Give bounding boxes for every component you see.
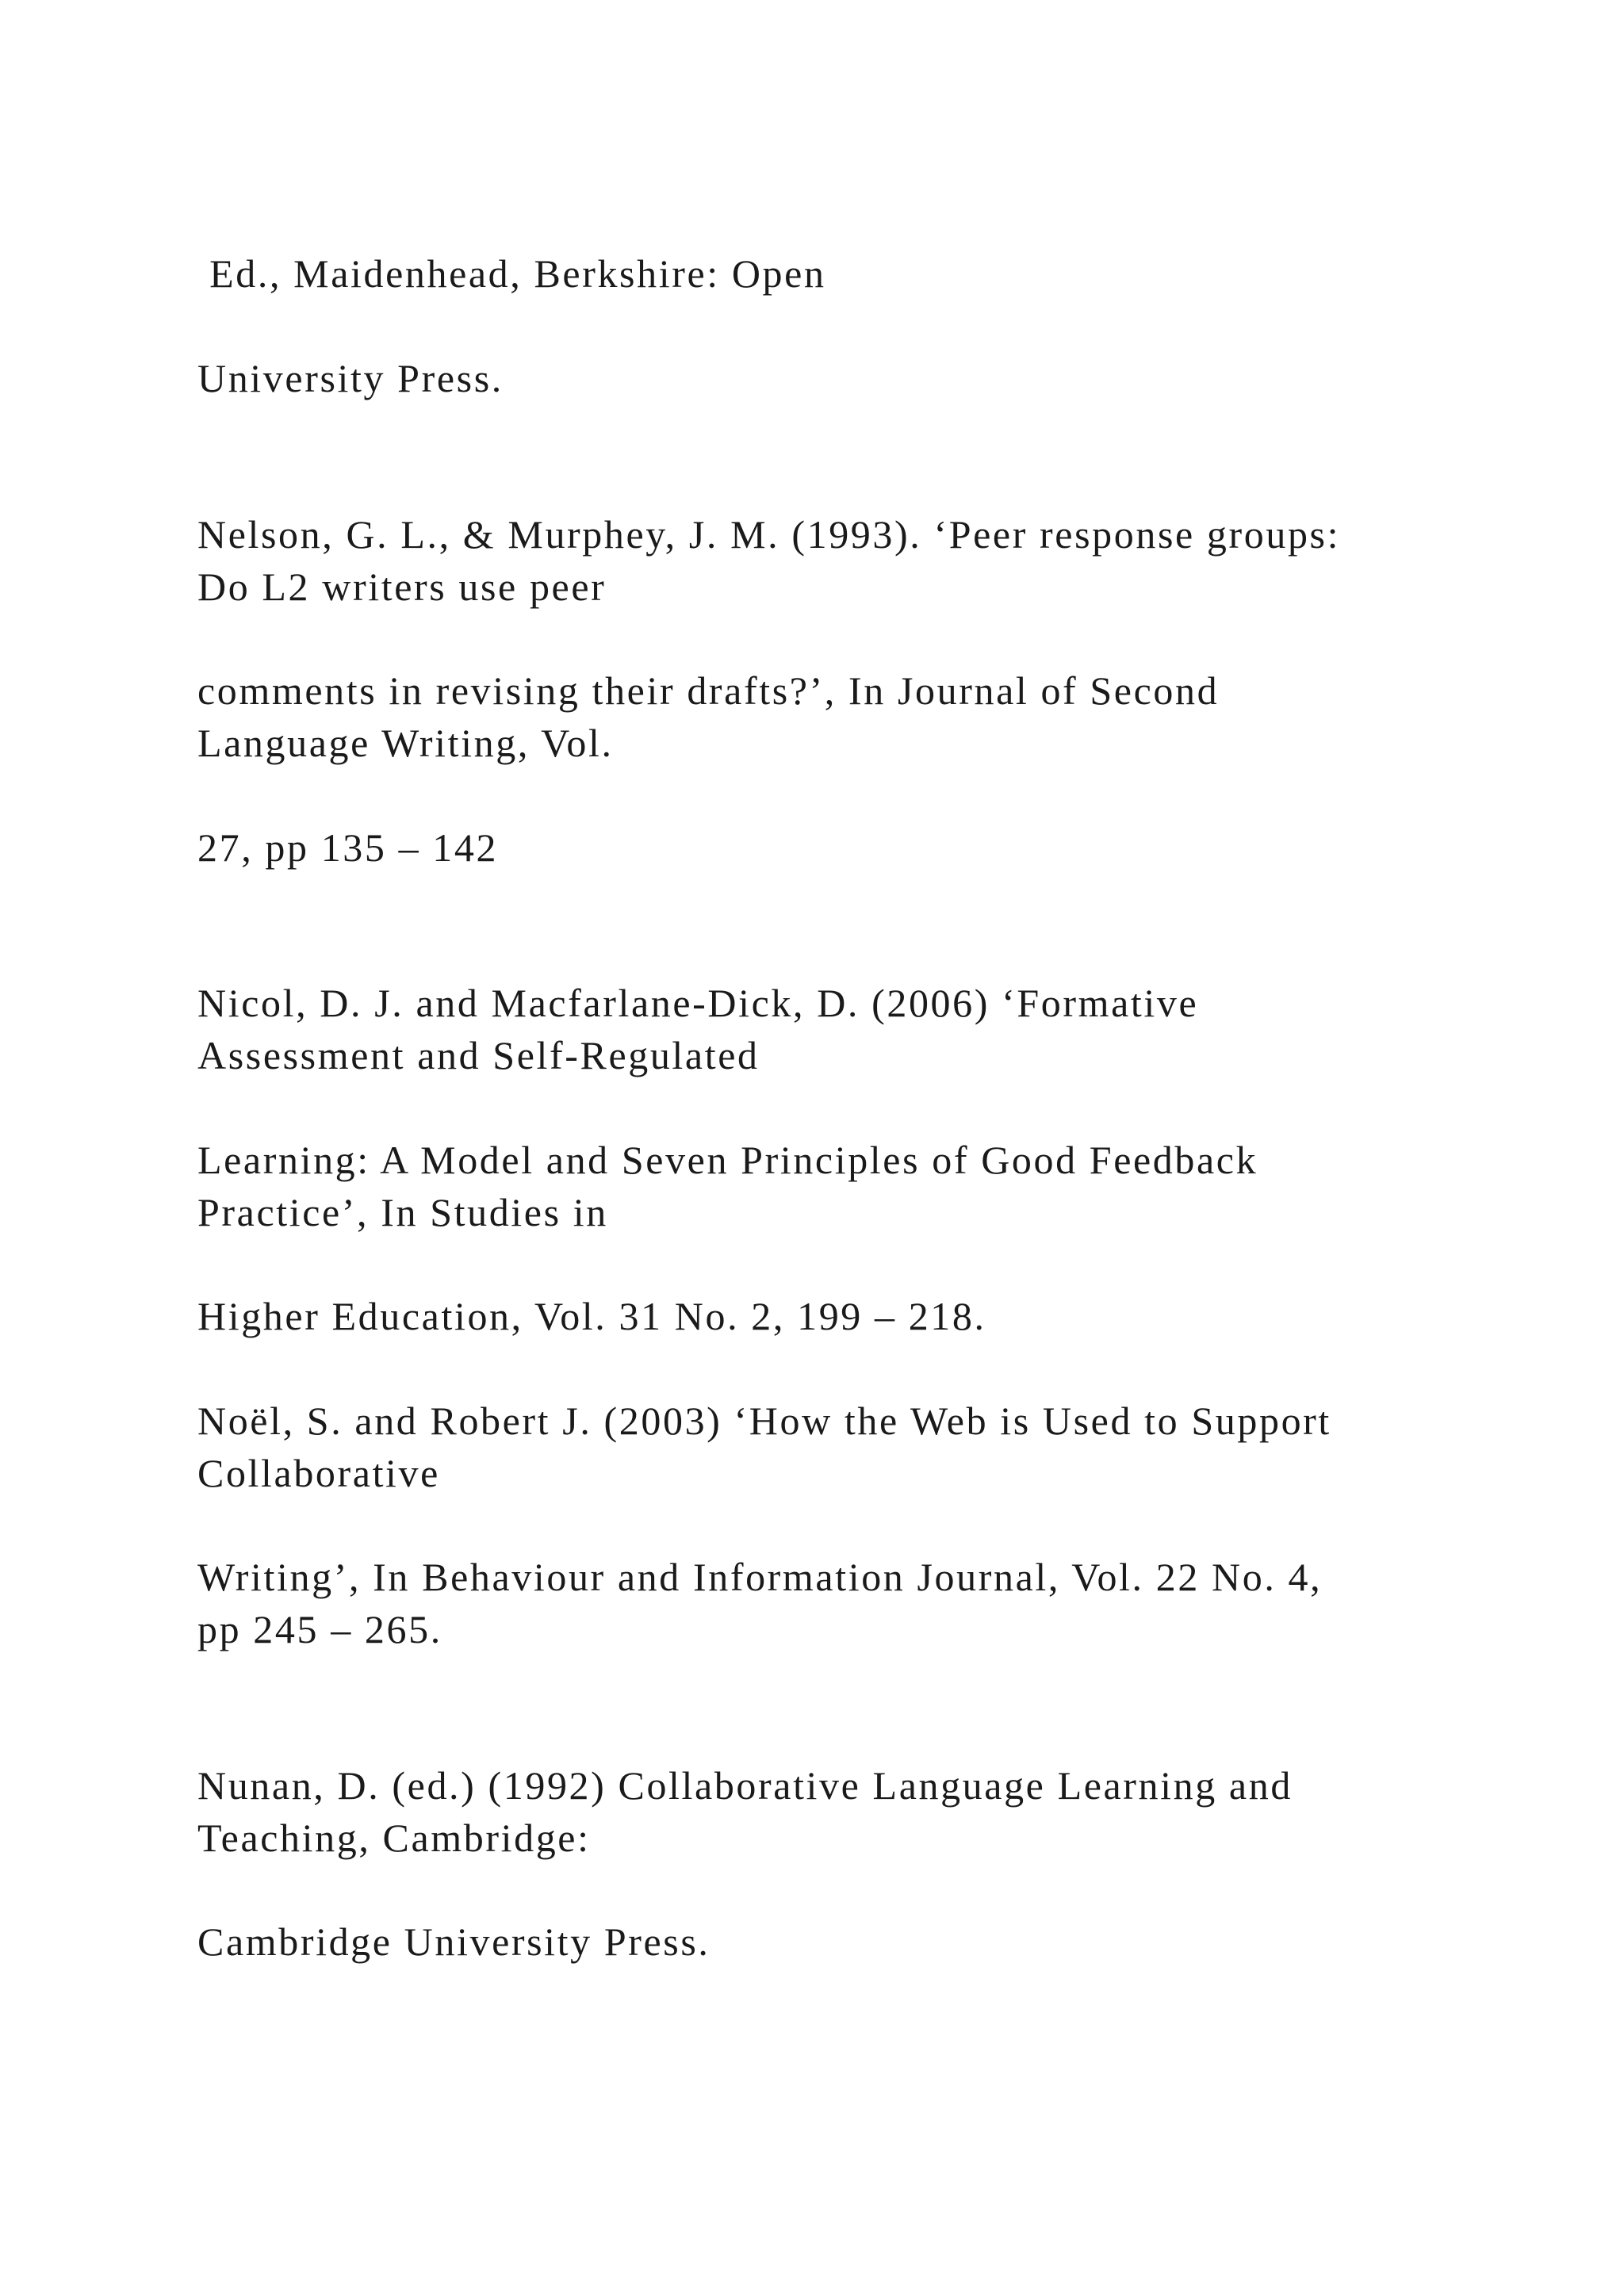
text-line: Nelson, G. L., & Murphey, J. M. (1993). ‘Peer response groups: [197, 512, 1341, 557]
text-line: Assessment and Self-Regulated [197, 1033, 760, 1077]
text-line: Higher Education, Vol. 31 No. 2, 199 – 218. [197, 1294, 986, 1338]
text-line: Writing’, In Behaviour and Information Journal, Vol. 22 No. 4, [197, 1555, 1323, 1599]
text-line: Nicol, D. J. and Macfarlane-Dick, D. (2006) ‘Formative [197, 981, 1199, 1025]
text-line: Practice’, In Studies in [197, 1190, 608, 1234]
text-line: Do L2 writers use peer [197, 564, 607, 609]
text-line: Nunan, D. (ed.) (1992) Collaborative Language Learning and [197, 1763, 1293, 1808]
text-line: comments in revising their drafts?’, In Journal of Second [197, 668, 1220, 713]
text-line: Language Writing, Vol. [197, 721, 614, 765]
text-line: Teaching, Cambridge: [197, 1816, 591, 1860]
text-line: Noël, S. and Robert J. (2003) ‘How the Web is Used to Support [197, 1399, 1331, 1443]
text-line: 27, pp 135 – 142 [197, 825, 499, 870]
text-line: pp 245 – 265. [197, 1607, 442, 1651]
text-line: University Press. [197, 356, 504, 400]
text-line: Ed., Maidenhead, Berkshire: Open [197, 251, 826, 296]
text-line: Collaborative [197, 1451, 440, 1495]
text-line: Cambridge University Press. [197, 1919, 710, 1964]
text-line: Learning: A Model and Seven Principles of Good Feedback [197, 1138, 1258, 1182]
